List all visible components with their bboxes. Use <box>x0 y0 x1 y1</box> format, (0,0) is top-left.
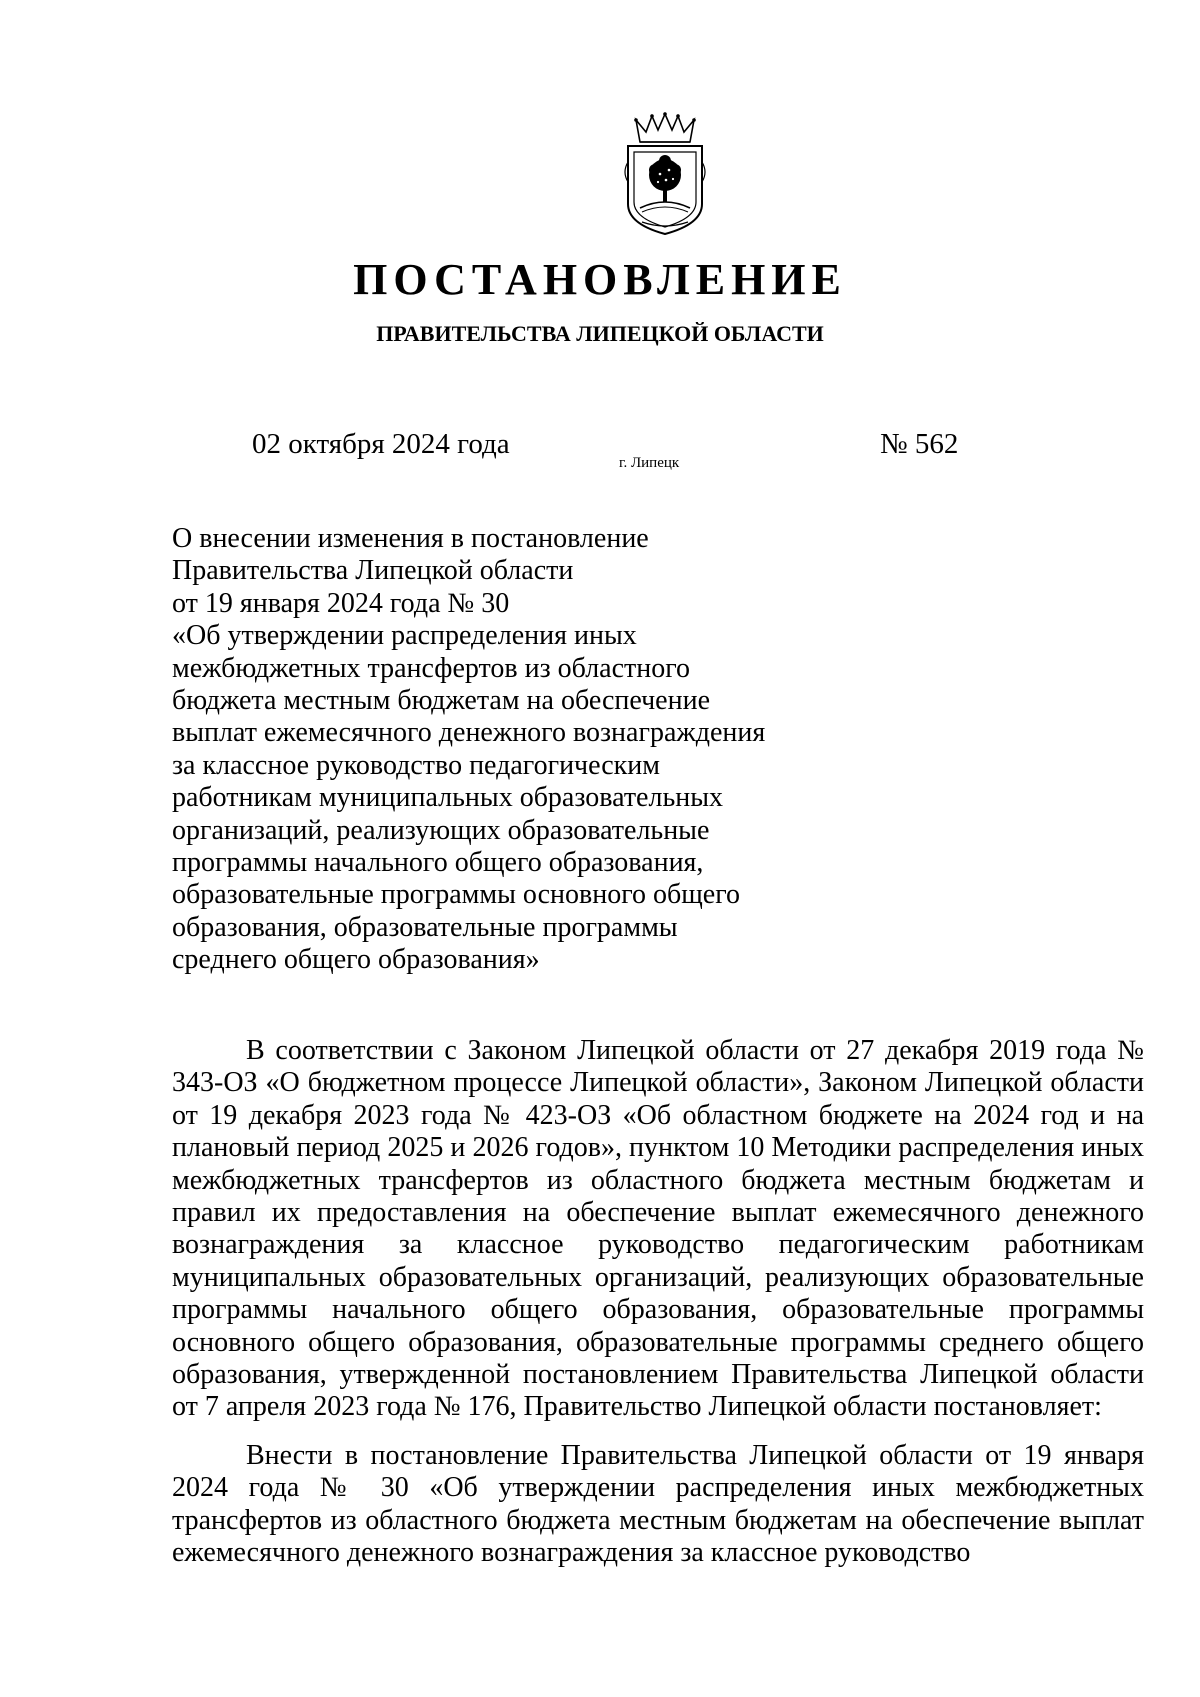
body-paragraph-resolution: Внести в постановление Правительства Липецкой области от 19 января 2024 года № 30 «Об утверждении распределения иных межбюджетных трансфертов из областного бюджета местным бюджетам на обеспечение выплат ежемесячного денежного вознаграждения за классное руководство <box>172 1440 1144 1569</box>
title-line: выплат ежемесячного денежного вознаграждения <box>172 717 766 749</box>
document-title <box>172 523 812 977</box>
title-line: «Об утверждении распределения иных <box>172 620 637 652</box>
title-line: программы начального общего образования, <box>172 847 704 879</box>
document-place: г. Липецк <box>619 455 680 471</box>
body-paragraph-preamble: В соответствии с Законом Липецкой области от 27 декабря 2019 года № 343-ОЗ «О бюджетном процессе Липецкой области», Законом Липецкой области от 19 декабря 2023 года № 423-ОЗ «Об областном бюджете на 2024 год и на плановый период 2025 и 2026 годов», пунктом 10 Методики распределения иных межбюджетных трансфертов из областного бюджета местным бюджетам и правил их предоставления на обеспечение выплат ежемесячного денежного вознаграждения за классное руководство педагогическим работникам муниципальных образовательных организаций, реализующих образовательные программы начального общего образования, образовательные программы основного общего образования, образовательные программы среднего общего образования, утвержденной постановлением Правительства Липецкой области от 7 апреля 2023 года № 176, Правительство Липецкой области постановляет: <box>172 1035 1144 1423</box>
title-line: О внесении изменения в постановление <box>172 523 649 554</box>
title-line: межбюджетных трансфертов из областного <box>172 652 691 684</box>
title-line: бюджета местным бюджетам на обеспечение <box>172 685 711 717</box>
title-line: от 19 января 2024 года № 30 <box>172 587 510 619</box>
document-type-heading: ПОСТАНОВЛЕНИЕ <box>353 255 847 304</box>
title-line: за классное руководство педагогическим <box>172 749 660 781</box>
title-line: Правительства Липецкой области <box>172 555 574 587</box>
document-date: 02 октября 2024 года <box>252 428 510 460</box>
title-line: образовательные программы основного общего <box>172 879 741 911</box>
title-line: работникам муниципальных образовательных <box>172 782 724 814</box>
coat-of-arms-icon <box>622 112 708 236</box>
document-number: № 562 <box>880 428 959 460</box>
issuer-heading: ПРАВИТЕЛЬСТВА ЛИПЕЦКОЙ ОБЛАСТИ <box>376 321 824 346</box>
title-line: среднего общего образования» <box>172 944 540 976</box>
title-line: образования, образовательные программы <box>172 911 678 943</box>
title-line: организаций, реализующих образовательные <box>172 814 710 846</box>
